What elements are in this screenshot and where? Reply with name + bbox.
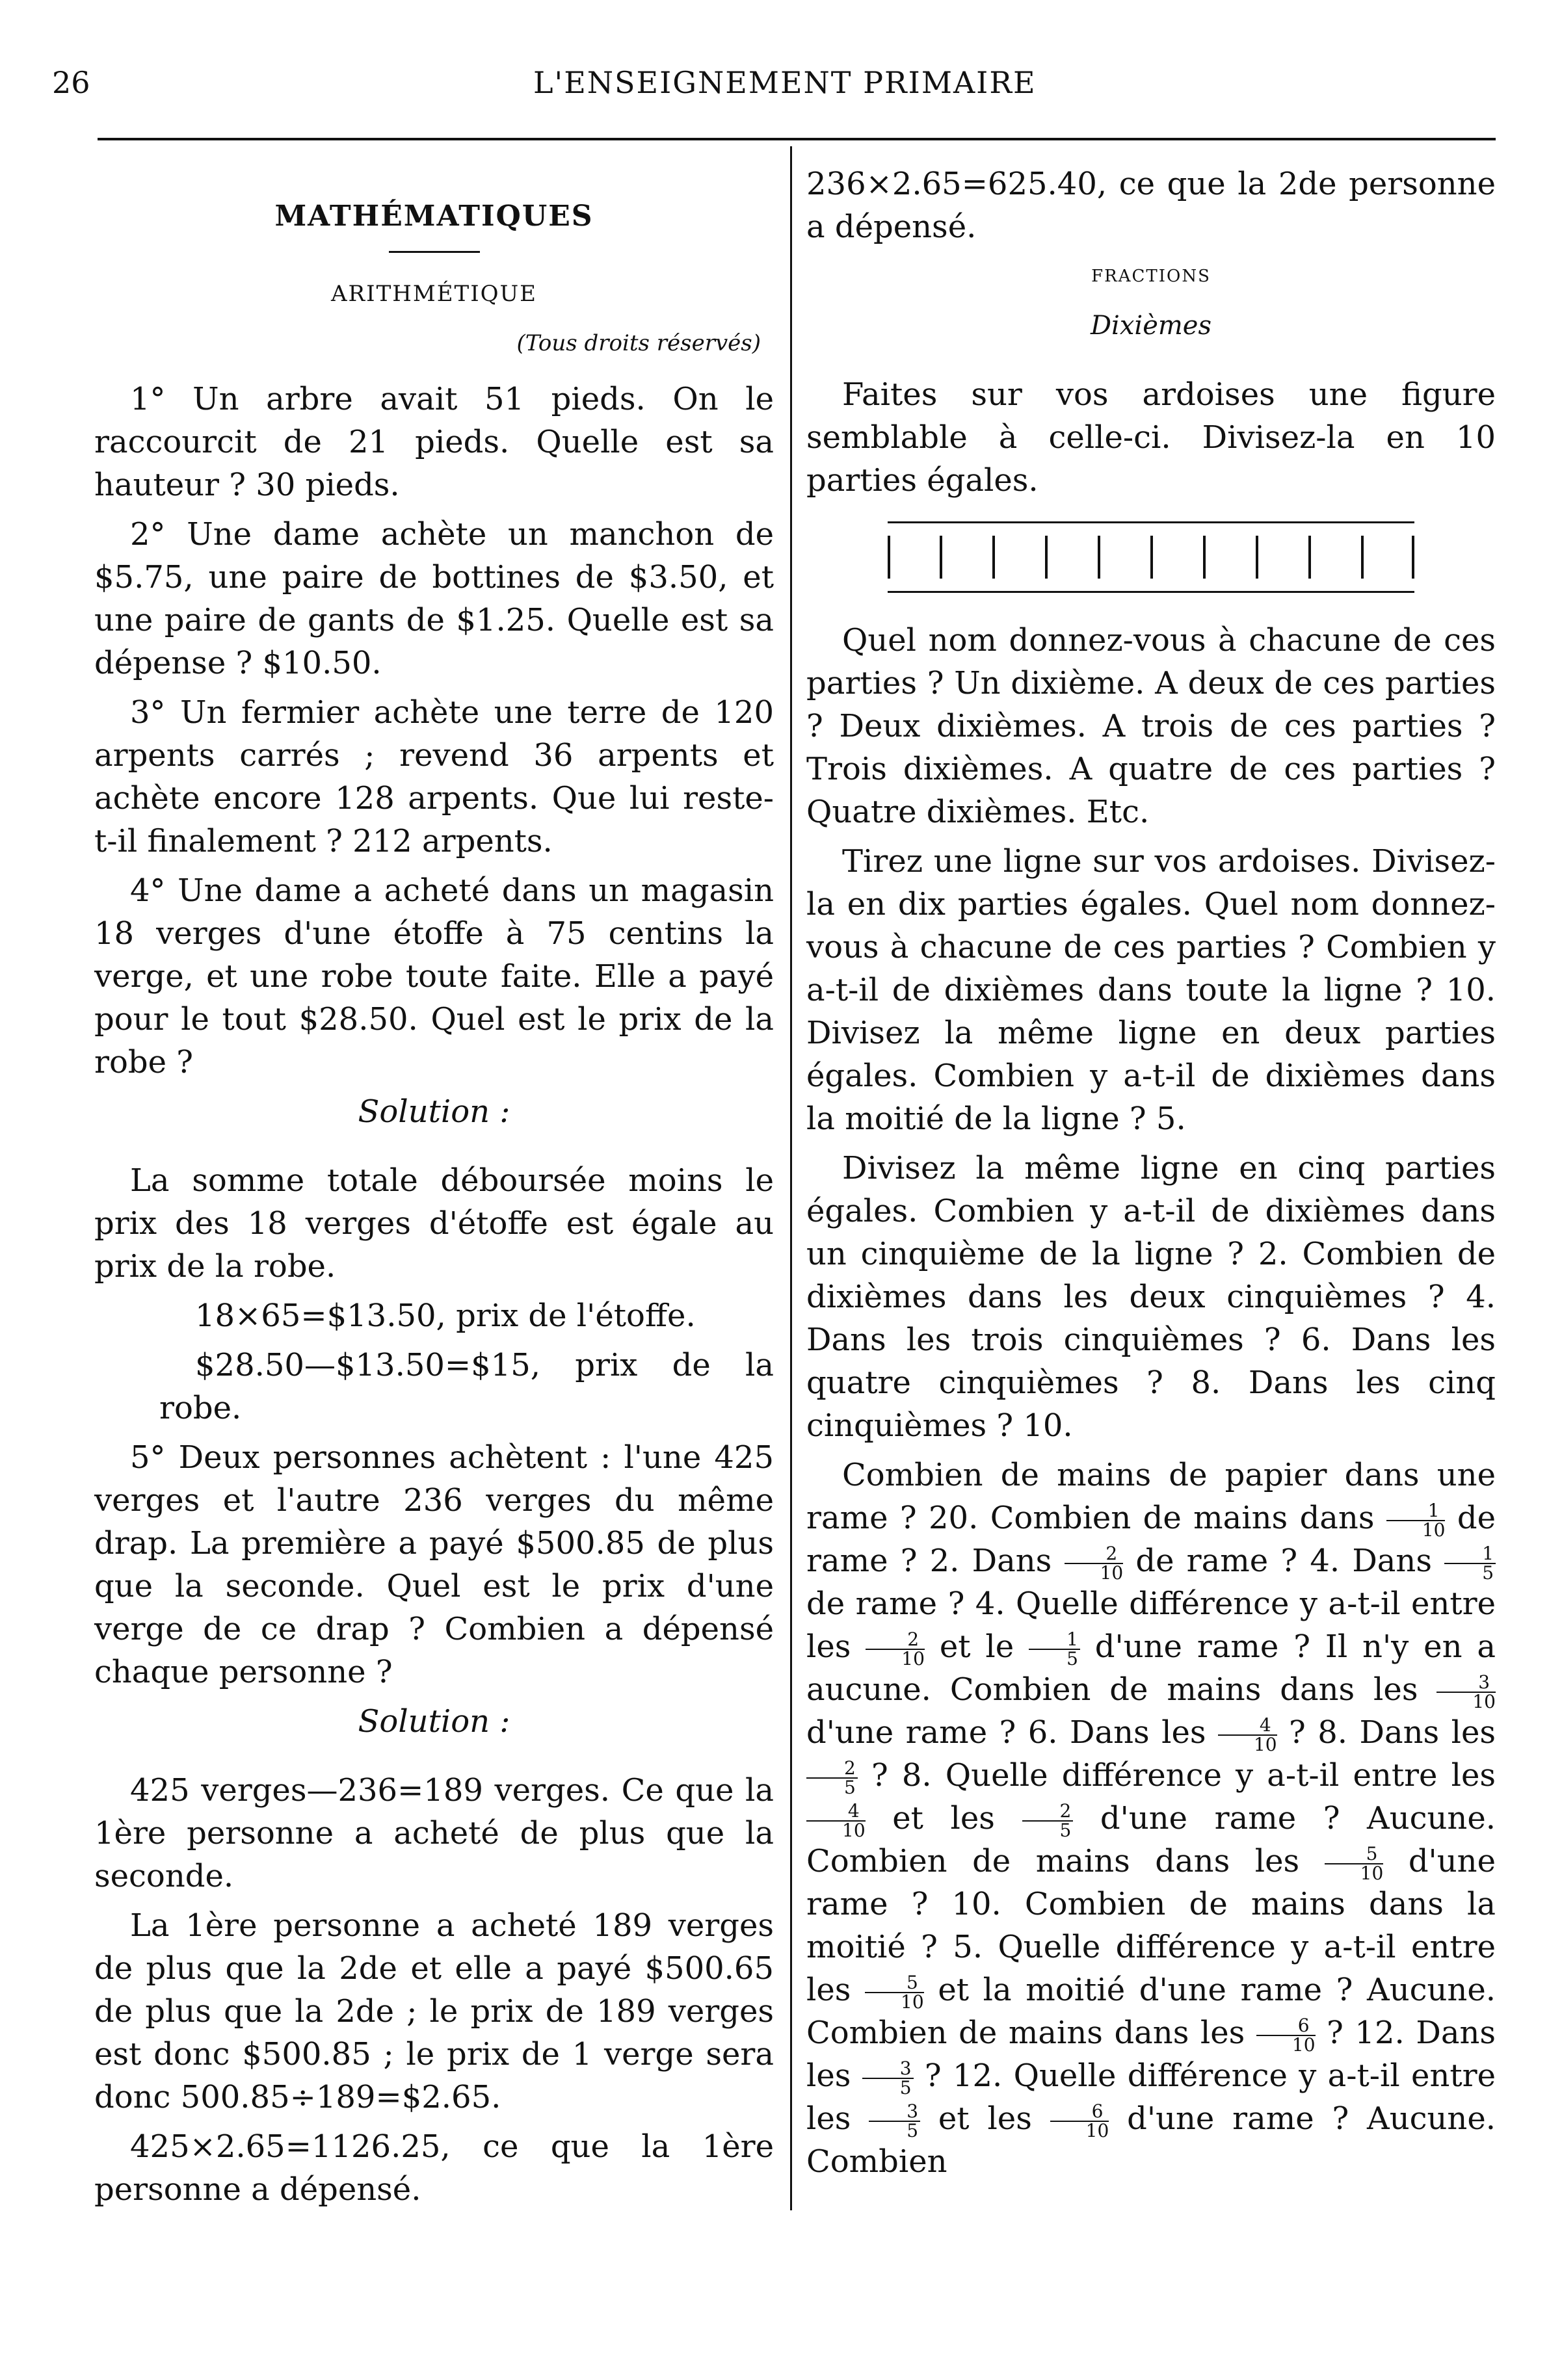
problem-3: 3° Un fermier achète une terre de 120 arpents carrés ; revend 36 arpents et achète encore 128 arpents. Que lui reste-t-il finalement ? 212 arpents. bbox=[94, 694, 774, 859]
text-run: et la moitié d'une rame ? Aucune. Combien de mains dans les bbox=[806, 1972, 1496, 2051]
fraction-numerator: 2 bbox=[1065, 1545, 1124, 1564]
paragraph: Faites sur vos ardoises une figure semblable à celle-ci. Divisez-la en 10 parties égales. bbox=[806, 376, 1496, 499]
fraction bbox=[869, 2102, 920, 2140]
equation: 18×65=$13.50, prix de l'étoffe. bbox=[195, 1298, 696, 1334]
figure-tick bbox=[1412, 536, 1414, 579]
fraction bbox=[866, 1630, 925, 1668]
fraction bbox=[1436, 1673, 1496, 1711]
page-header bbox=[0, 65, 1562, 111]
section-heading: FRACTIONS bbox=[1091, 267, 1211, 286]
text-run: ? 12. Quelle différence y a-t-il entre les bbox=[806, 2058, 1496, 2137]
fraction bbox=[865, 1971, 924, 2013]
text-run: et le bbox=[924, 1628, 1029, 1665]
tenths-figure bbox=[888, 521, 1414, 593]
fraction-numerator: 2 bbox=[806, 1759, 858, 1779]
fraction-denominator: 10 bbox=[1360, 1862, 1384, 1884]
text-run: d'une rame ? 6. Dans les bbox=[806, 1714, 1218, 1751]
text-run: et les bbox=[865, 1800, 1022, 1837]
problem-1: 1° Un arbre avait 51 pieds. On le raccourcit de 21 pieds. Quelle est sa hauteur ? 30 pieds. bbox=[94, 381, 774, 503]
text-run: d'une rame ? Il n'y en a aucune. Combien de mains dans les bbox=[806, 1628, 1496, 1708]
figure-tick bbox=[1361, 536, 1364, 579]
equation: $28.50—$13.50=$15, prix de la robe. bbox=[159, 1347, 774, 1426]
page-number: 26 bbox=[52, 65, 90, 100]
fraction-numerator: 6 bbox=[1050, 2102, 1109, 2122]
fraction bbox=[806, 1759, 858, 1797]
solution-text: La 1ère personne a acheté 189 verges de plus que la 2de et elle a payé $500.65 de plus que la 2de ; le prix de 189 verges est donc $500.85 ; le prix de 1 verge sera donc 500.85÷189=$2.65. bbox=[94, 1907, 774, 2115]
fraction-denominator: 10 bbox=[1291, 2033, 1316, 2056]
fraction bbox=[862, 2057, 914, 2099]
fraction-denominator: 5 bbox=[907, 2119, 919, 2141]
figure-tick bbox=[1150, 536, 1153, 579]
figure-tick bbox=[1203, 536, 1206, 579]
fraction-numerator: 4 bbox=[806, 1802, 866, 1822]
fraction bbox=[1386, 1499, 1446, 1541]
paragraph: Tirez une ligne sur vos ardoises. Divisez-la en dix parties égales. Quel nom donnez-vous à chacune de ces parties ? Combien y a-t-il de dixièmes dans toute la ligne ? 10. Divisez la même ligne en deux parties égales. Combien y a-t-il de dixièmes dans la moitié de la ligne ? 5. bbox=[806, 843, 1496, 1137]
subsection-heading: Dixièmes bbox=[1090, 311, 1211, 341]
text-run: ? 12. Dans les bbox=[806, 2015, 1496, 2094]
figure-tick bbox=[888, 536, 890, 579]
figure-tick bbox=[1256, 536, 1258, 579]
section-title: MATHÉMATIQUES bbox=[274, 200, 594, 233]
fraction-denominator: 10 bbox=[1422, 1519, 1446, 1541]
fraction-numerator: 3 bbox=[862, 2060, 914, 2079]
solution-text: 425 verges—236=189 verges. Ce que la 1ère personne a acheté de plus que la seconde. bbox=[94, 1772, 774, 1894]
text-run: d'une rame ? 10. Combien de mains dans la moitié ? 5. Quelle différence y a-t-il entre les bbox=[806, 1843, 1496, 2008]
fraction bbox=[1218, 1716, 1277, 1754]
paragraph-fractions bbox=[806, 1454, 1496, 2183]
header-rule bbox=[98, 138, 1496, 140]
fraction bbox=[1065, 1542, 1124, 1584]
fraction-denominator: 10 bbox=[1085, 2119, 1109, 2141]
right-column bbox=[806, 163, 1496, 2190]
fraction-denominator: 5 bbox=[1059, 1819, 1072, 1841]
fraction bbox=[1325, 1842, 1384, 1884]
fraction bbox=[1444, 1542, 1496, 1584]
fraction-numerator: 6 bbox=[1256, 2017, 1316, 2036]
fraction-denominator: 5 bbox=[1066, 1647, 1078, 1669]
fraction-denominator: 10 bbox=[901, 1647, 925, 1669]
figure-tick bbox=[1308, 536, 1311, 579]
solution-text: La somme totale déboursée moins le prix des 18 verges d'étoffe est égale au prix de la robe. bbox=[94, 1162, 774, 1285]
fraction-numerator: 5 bbox=[865, 1974, 924, 1993]
fraction-denominator: 10 bbox=[1100, 1562, 1124, 1584]
solution-label: Solution : bbox=[358, 1703, 510, 1740]
figure-bottom-line bbox=[888, 591, 1414, 593]
fraction-denominator: 5 bbox=[844, 1776, 856, 1798]
fraction-denominator: 10 bbox=[901, 1991, 924, 2013]
title-rule bbox=[389, 251, 480, 253]
left-column bbox=[94, 163, 774, 2217]
text-run: et les bbox=[920, 2100, 1050, 2137]
text-run: Combien de mains de papier dans une rame ? 20. Combien de mains dans bbox=[806, 1457, 1496, 1536]
paragraph: Quel nom donnez-vous à chacune de ces parties ? Un dixième. A deux de ces parties ? Deux dixièmes. A trois de ces parties ? Trois dixièmes. A quatre de ces parties ? Quatre dixièmes. Etc. bbox=[806, 622, 1496, 830]
fraction-denominator: 5 bbox=[899, 2076, 912, 2099]
subsection-title: ARITHMÉTIQUE bbox=[330, 281, 537, 307]
text-run: d'une rame ? Aucune. Combien bbox=[806, 2100, 1496, 2180]
fraction bbox=[1029, 1630, 1080, 1668]
fraction-numerator: 1 bbox=[1444, 1545, 1496, 1564]
fraction-denominator: 10 bbox=[1253, 1733, 1277, 1755]
figure-tick bbox=[1045, 536, 1048, 579]
fraction bbox=[806, 1799, 866, 1841]
fraction-denominator: 10 bbox=[842, 1819, 866, 1841]
text-run: d'une rame ? Aucune. Combien de mains dans les bbox=[806, 1800, 1496, 1879]
fraction-denominator: 5 bbox=[1482, 1562, 1494, 1584]
solution-label: Solution : bbox=[358, 1093, 510, 1130]
text-run: de rame ? 4. Quelle différence y a-t-il entre les bbox=[806, 1586, 1496, 1665]
text-run: de rame ? 2. Dans bbox=[806, 1500, 1496, 1579]
fraction bbox=[1050, 2102, 1109, 2140]
fraction bbox=[1022, 1799, 1074, 1841]
fraction bbox=[1256, 2014, 1316, 2056]
figure-tick bbox=[992, 536, 995, 579]
fraction-numerator: 1 bbox=[1386, 1502, 1446, 1521]
fraction-denominator: 10 bbox=[1472, 1690, 1496, 1712]
figure-tick bbox=[940, 536, 942, 579]
fraction-numerator: 2 bbox=[866, 1630, 925, 1650]
problem-5: 5° Deux personnes achètent : l'une 425 verges et l'autre 236 verges du même drap. La première a payé $500.85 de plus que la seconde. Quel est le prix d'une verge de ce drap ? Combien a dépensé chaque personne ? bbox=[94, 1439, 774, 1690]
fraction-numerator: 3 bbox=[869, 2102, 920, 2122]
fraction-numerator: 3 bbox=[1436, 1673, 1496, 1693]
rights-notice: (Tous droits réservés) bbox=[516, 330, 761, 356]
fraction-numerator: 2 bbox=[1022, 1802, 1074, 1822]
text-run: ? 8. Dans les bbox=[1277, 1714, 1496, 1751]
figure-top-line bbox=[888, 521, 1414, 523]
solution-text: 425×2.65=1126.25, ce que la 1ère personne a dépensé. bbox=[94, 2128, 774, 2208]
text-run: de rame ? 4. Dans bbox=[1123, 1543, 1445, 1579]
fraction-numerator: 5 bbox=[1325, 1845, 1384, 1864]
text-run: ? 8. Quelle différence y a-t-il entre les bbox=[857, 1757, 1496, 1794]
problem-4: 4° Une dame a acheté dans un magasin 18 verges d'une étoffe à 75 centins la verge, et une robe toute faite. Elle a payé pour le tout $28.50. Quel est le prix de la robe ? bbox=[94, 872, 774, 1080]
problem-2: 2° Une dame achète un manchon de $5.75, une paire de bottines de $3.50, et une paire de gants de $1.25. Quelle est sa dépense ? $10.50. bbox=[94, 516, 774, 681]
figure-tick bbox=[1098, 536, 1100, 579]
paragraph: Divisez la même ligne en cinq parties égales. Combien y a-t-il de dixièmes dans un cinquième de la ligne ? 2. Combien de dixièmes dans les deux cinquièmes ? 4. Dans les trois cinquièmes ? 6. Dans les quatre cinquièmes ? 8. Dans les cinq cinquièmes ? 10. bbox=[806, 1150, 1496, 1444]
fraction-numerator: 1 bbox=[1029, 1630, 1080, 1650]
column-divider bbox=[790, 146, 792, 2210]
running-title: L'ENSEIGNEMENT PRIMAIRE bbox=[533, 65, 1037, 100]
paragraph: 236×2.65=625.40, ce que la 2de personne a dépensé. bbox=[806, 166, 1496, 245]
fraction-numerator: 4 bbox=[1218, 1716, 1277, 1736]
